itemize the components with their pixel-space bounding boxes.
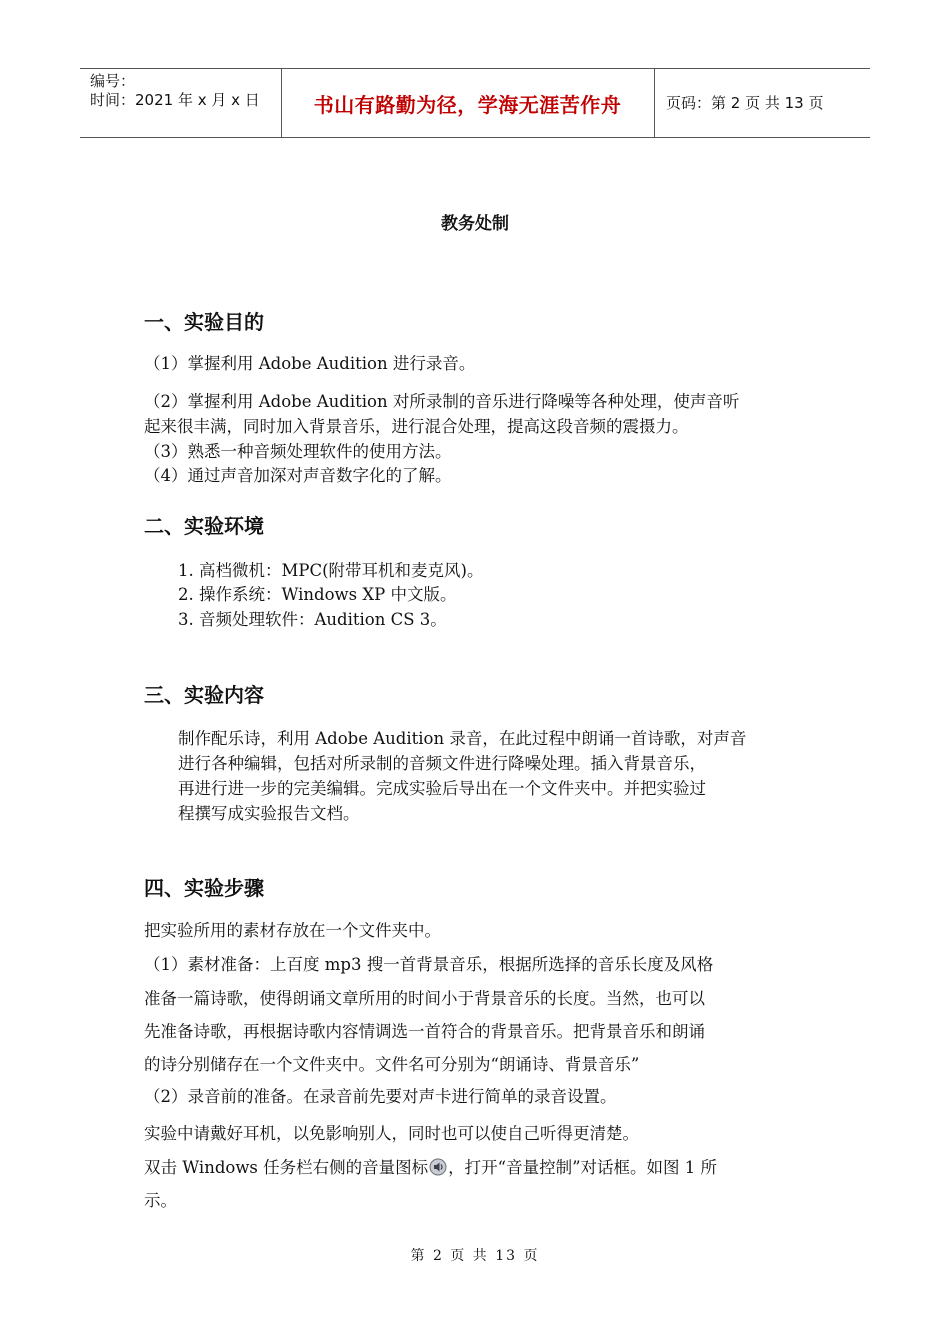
speaker-icon bbox=[429, 1158, 447, 1176]
content-line-2: 进行各种编辑，包括对所录制的音频文件进行降噪处理。插入背景音乐， bbox=[178, 754, 706, 773]
purpose-item-4: （4）通过声音加深对声音数字化的了解。 bbox=[144, 466, 452, 485]
environment-item-1: 1. 高档微机：MPC(附带耳机和麦克风)。 bbox=[178, 561, 484, 580]
motto: 书山有路勤为径，学海无涯苦作舟 bbox=[313, 92, 622, 117]
purpose-item-2-line-2: 起来很丰满，同时加入背景音乐，进行混合处理，提高这段音频的震摄力。 bbox=[144, 417, 689, 436]
content-line-1: 制作配乐诗，利用 Adobe Audition 录音，在此过程中朗诵一首诗歌，对声音 bbox=[178, 729, 747, 748]
page-label: 页码：第 2 页 共 13 页 bbox=[666, 94, 824, 112]
step2-line: （2）录音前的准备。在录音前先要对声卡进行简单的录音设置。 bbox=[144, 1087, 617, 1106]
step1-line-4: 的诗分别储存在一个文件夹中。文件名可分别为“朗诵诗、背景音乐” bbox=[144, 1055, 640, 1074]
page-footer: 第 2 页 共 13 页 bbox=[410, 1248, 540, 1264]
volume-line-part-2: ，打开“音量控制”对话框。如图 1 所 bbox=[448, 1158, 718, 1177]
header-motto-cell bbox=[281, 69, 655, 137]
purpose-item-3: （3）熟悉一种音频处理软件的使用方法。 bbox=[144, 442, 452, 461]
purpose-item-1: （1）掌握利用 Adobe Audition 进行录音。 bbox=[144, 354, 476, 373]
header-page-cell bbox=[655, 69, 870, 137]
step1-line-2: 准备一篇诗歌，使得朗诵文章所用的时间小于背景音乐的长度。当然，也可以 bbox=[144, 989, 705, 1008]
content-line-3: 再进行进一步的完美编辑。完成实验后导出在一个文件夹中。并把实验过 bbox=[178, 779, 706, 798]
volume-line bbox=[144, 1155, 814, 1180]
section-heading-environment: 二、实验环境 bbox=[144, 514, 264, 538]
step1-line-3: 先准备诗歌，再根据诗歌内容情调选一首符合的背景音乐。把背景音乐和朗诵 bbox=[144, 1022, 705, 1041]
volume-line-part-1: 双击 Windows 任务栏右侧的音量图标 bbox=[144, 1158, 429, 1177]
purpose-item-2-line-1: （2）掌握利用 Adobe Audition 对所录制的音乐进行降噪等各种处理，使声音听 bbox=[144, 392, 740, 411]
environment-item-2: 2. 操作系统：Windows XP 中文版。 bbox=[178, 585, 457, 604]
number-label: 编号： bbox=[90, 72, 136, 90]
steps-intro: 把实验所用的素材存放在一个文件夹中。 bbox=[144, 921, 441, 940]
header-table bbox=[80, 68, 870, 138]
content-line-4: 程撰写成实验报告文档。 bbox=[178, 804, 360, 823]
section-heading-steps: 四、实验步骤 bbox=[144, 876, 264, 900]
headphones-line: 实验中请戴好耳机，以免影响别人，同时也可以使自己听得更清楚。 bbox=[144, 1124, 639, 1143]
header-info-cell bbox=[80, 69, 282, 137]
section-heading-purpose: 一、实验目的 bbox=[144, 310, 264, 334]
step1-line-1: （1）素材准备：上百度 mp3 搜一首背景音乐，根据所选择的音乐长度及风格 bbox=[144, 955, 714, 974]
doc-title: 教务处制 bbox=[441, 214, 509, 234]
volume-line-end: 示。 bbox=[144, 1191, 177, 1210]
date-label: 时间：2021 年 x 月 x 日 bbox=[90, 91, 260, 109]
section-heading-content: 三、实验内容 bbox=[144, 683, 264, 707]
environment-item-3: 3. 音频处理软件：Audition CS 3。 bbox=[178, 610, 447, 629]
